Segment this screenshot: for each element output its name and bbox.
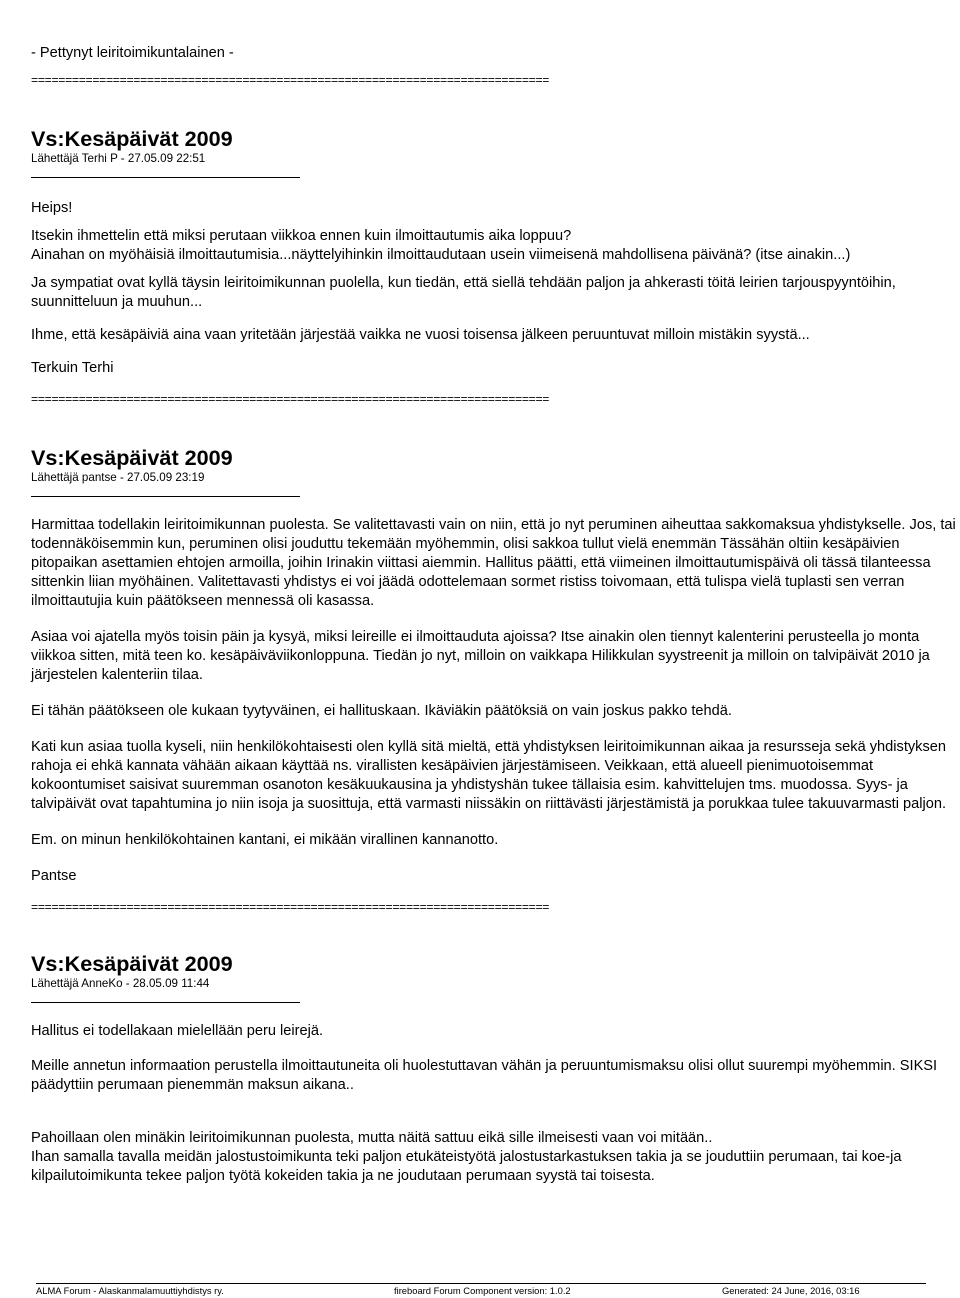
post-body <box>31 1022 960 1186</box>
post-title: Vs:Kesäpäivät 2009 <box>31 126 233 151</box>
post-paragraph: Hallitus ei todellakaan mielellään peru leirejä. <box>31 1023 324 1039</box>
forum-post <box>31 445 960 886</box>
post-signature: Terkuin Terhi <box>31 360 114 376</box>
post-meta: Lähettäjä AnneKo - 28.05.09 11:44 <box>31 977 210 990</box>
footer-component-version: fireboard Forum Component version: 1.0.2 <box>394 1285 571 1296</box>
footer-generated-date: Generated: 24 June, 2016, 03:16 <box>722 1285 860 1296</box>
post-separator: ============================================================================ <box>31 73 550 87</box>
post-separator: ============================================================================ <box>31 392 550 406</box>
forum-thread-page <box>31 0 960 1186</box>
forum-post <box>31 951 960 1186</box>
post-meta: Lähettäjä pantse - 27.05.09 23:19 <box>31 471 205 484</box>
post-header-rule <box>31 177 300 178</box>
post-paragraph: Ainahan on myöhäisiä ilmoittautumisia...näyttelyihinkin ilmoittaudutaan usein viimeisenä mahdollisena päivänä? (itse ainakin...) <box>31 247 851 263</box>
previous-post-signature: - Pettynyt leiritoimikuntalainen - <box>31 45 234 61</box>
post-paragraph: Heips! <box>31 200 73 216</box>
post-meta: Lähettäjä Terhi P - 27.05.09 22:51 <box>31 152 206 165</box>
post-header-rule <box>31 1002 300 1003</box>
post-paragraph: Kati kun asiaa tuolla kyseli, niin henkilökohtaisesti olen kyllä sitä mieltä, että yhdistyksen leiritoimikunnan aikaa ja resursseja sekä yhdistyksen rahoja ei ehkä kannata vähään aikaan käyttää ns. virallisten kesäpäivien järjestämiseen. Veikkaan, että alueell pienimuotoisemmat kokoontumiset saisivat suuremman osanoton kesäkuukausina ja yhdistyshän tukee tällaisia esim. kahvittelujen tms. muodossa. Syys- ja talvipäivät ovat tapahtumina jo niin isoja ja suosittuja, että varmasti niissäkin on riittävästi järjestämistä ja porukkaa tulee takuuvarmasti paljon. <box>31 739 946 812</box>
post-header-rule <box>31 496 300 497</box>
post-body <box>31 516 960 886</box>
post-signature: Pantse <box>31 868 77 884</box>
post-separator: ============================================================================ <box>31 900 550 914</box>
post-paragraph: Meille annetun informaation perustella ilmoittautuneita oli huolestuttavan vähän ja peruuntumismaksu olisi ollut suurempi myöhemmin. SIKSI päädyttiin perumaan pienemmän maksun aikana.. <box>31 1058 938 1093</box>
post-paragraph: Ihme, että kesäpäiviä aina vaan yritetään järjestää vaikka ne vuosi toisensa jälkeen peruuntuvat milloin mistäkin syystä... <box>31 327 810 343</box>
footer-site-name: ALMA Forum - Alaskanmalamuuttiyhdistys ry. <box>36 1285 224 1296</box>
forum-post <box>31 126 960 378</box>
post-paragraph: Ihan samalla tavalla meidän jalostustoimikunta teki paljon etukäteistyötä jalostustarkastuksen takia ja se jouduttiin perumaan, tai koe-ja kilpailutoimikunta tekee paljon työtä kokeiden takia ja ne joudutaan perumaan syystä tai toisesta. <box>31 1149 902 1184</box>
post-paragraph: Harmittaa todellakin leiritoimikunnan puolesta. Se valitettavasti vain on niin, että jo nyt peruminen aiheuttaa sakkomaksua yhdistykselle. Jos, tai todennäköisemmin kun, peruminen olisi jouduttu tekemään myöhemmin, olisi sakkoa tullut vielä enemmän Tässähän oltiin kesäpäivien pitopaikan asettamien ehtojen armoilla, joihin Irinakin viittasi aiemmin. Hallitus päätti, että viimeinen ilmoittautumispäivä oli tässä tilanteessa sittenkin liian myöhäinen. Valitettavasti yhdistys ei voi jäädä odottelemaan sormet ristiss toivomaan, että tulispa vielä tuplasti sen verran ilmoittautujia kuin päätökseen mennessä oli kasassa. <box>31 517 956 609</box>
post-paragraph: Asiaa voi ajatella myös toisin päin ja kysyä, miksi leireille ei ilmoittauduta ajoissa? Itse ainakin olen tiennyt kalenterini perusteella jo monta viikkoa sitten, mitä teen ko. kesäpäiväviikonloppuna. Tiedän jo nyt, milloin on vaikkapa Hilikkulan syystreenit ja milloin on talvipäivät 2010 ja järjestelen kalenteriin tilaa. <box>31 629 930 683</box>
post-paragraph: Em. on minun henkilökohtainen kantani, ei mikään virallinen kannanotto. <box>31 832 499 848</box>
post-title: Vs:Kesäpäivät 2009 <box>31 951 233 976</box>
post-title: Vs:Kesäpäivät 2009 <box>31 445 233 470</box>
post-paragraph: Ja sympatiat ovat kyllä täysin leiritoimikunnan puolella, kun tiedän, että siellä tehdään paljon ja ahkerasti töitä leirien tarjouspyyntöihin, suunnitteluun ja muuhun... <box>31 275 896 310</box>
post-paragraph: Ei tähän päätökseen ole kukaan tyytyväinen, ei hallituskaan. Ikäviäkin päätöksiä on vain joskus pakko tehdä. <box>31 703 732 719</box>
post-paragraph: Pahoillaan olen minäkin leiritoimikunnan puolesta, mutta näitä sattuu eikä sille ilmeisesti vaan voi mitään.. <box>31 1130 713 1146</box>
post-body <box>31 199 960 378</box>
page-footer <box>36 1283 926 1298</box>
post-paragraph: Itsekin ihmettelin että miksi perutaan viikkoa ennen kuin ilmoittautumis aika loppuu? <box>31 228 572 244</box>
